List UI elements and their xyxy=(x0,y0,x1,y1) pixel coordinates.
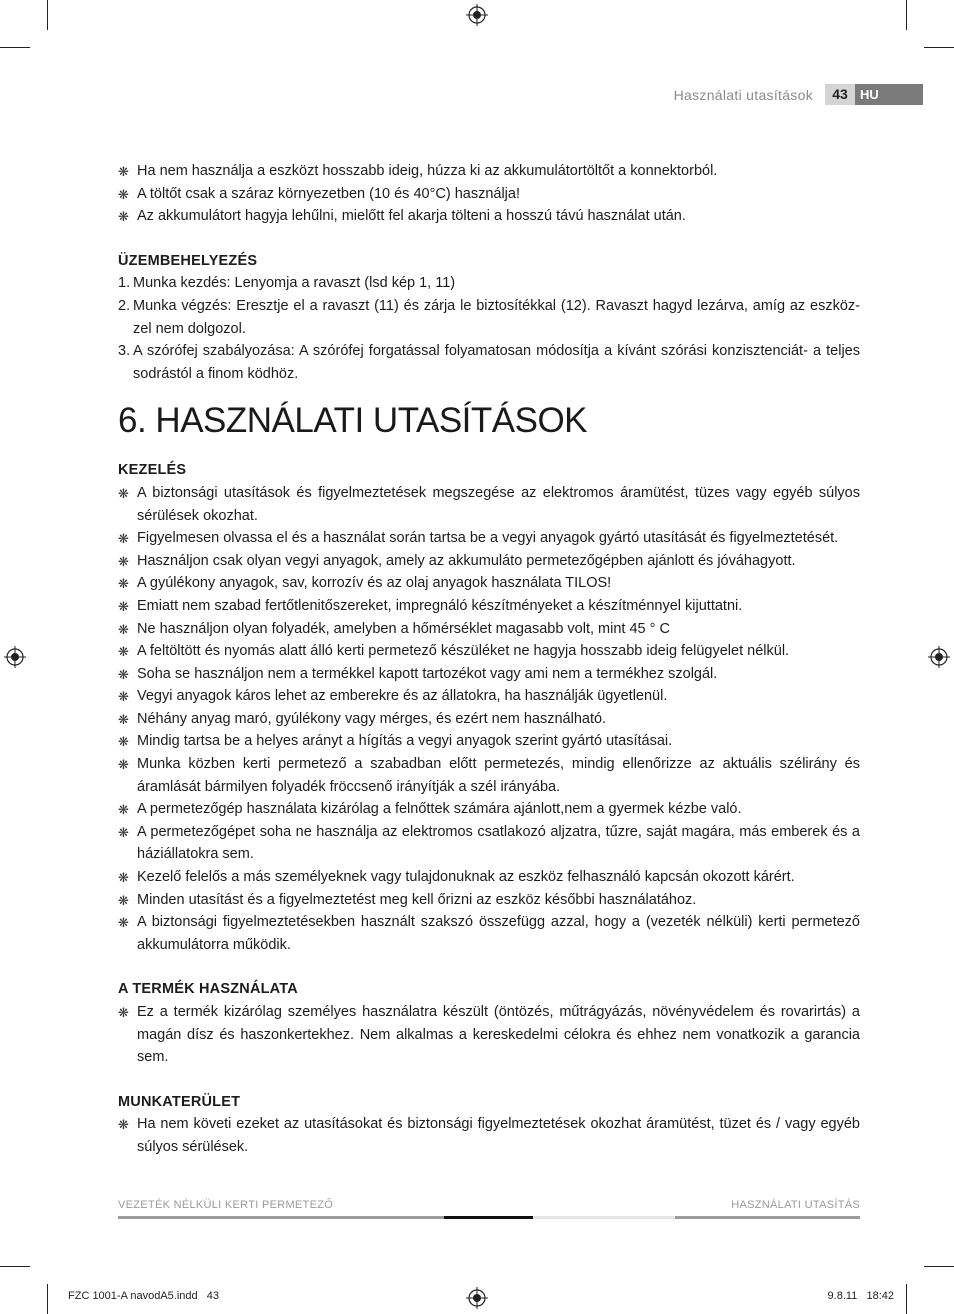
list-item: ❋ Ha nem használja a eszközt hosszabb ideig, húzza ki az akkumulátortöltőt a konnektorból. xyxy=(118,160,860,183)
list-item: ❋ Emiatt nem szabad fertőtlenitőszereket, impregnáló készítményeket a készítménnyel kijuttatni. xyxy=(118,595,860,618)
list-item: ❋ Néhány anyag maró, gyúlékony vagy mérges, és ezért nem használható. xyxy=(118,708,860,731)
list-item: ❋ Ha nem követi ezeket az utasításokat és biztonsági figyelmeztetések okozhat áramütést, tüzet és / vagy egyéb súlyos sérülések. xyxy=(118,1116,860,1155)
asterisk-flower-icon: ❋ xyxy=(118,1005,129,1020)
asterisk-flower-icon: ❋ xyxy=(118,915,129,931)
list-item: 1. Munka kezdés: Lenyomja a ravaszt (lsd kép 1, 11) xyxy=(118,275,456,292)
handling-heading: KEZELÉS xyxy=(118,462,187,479)
handling-bullet-list xyxy=(118,482,860,956)
asterisk-flower-icon: ❋ xyxy=(118,1117,129,1133)
list-item: ❋ A feltöltött és nyomás alatt álló kerti permetező készüléket ne hagyja hosszabb ideig felügyelet nélkül. xyxy=(118,640,860,663)
asterisk-flower-icon: ❋ xyxy=(118,553,129,569)
list-item: ❋ A töltőt csak a száraz környezetben (10 és 40°C) használja! xyxy=(118,183,860,206)
crop-mark xyxy=(47,1284,48,1314)
list-item: ❋ A permetezőgép használata kizárólag a felnőttek számára ajánlott,nem a gyermek kézbe való. xyxy=(118,798,860,821)
asterisk-flower-icon: ❋ xyxy=(118,892,129,908)
asterisk-flower-icon: ❋ xyxy=(118,689,129,705)
crop-mark xyxy=(906,0,907,30)
page-number: 43 xyxy=(825,84,855,105)
page-content xyxy=(118,160,860,1159)
footer-bar xyxy=(118,1216,444,1219)
list-item: ❋ Ne használjon olyan folyadék, amelyben a hőmérséklet magasabb volt, mint 45 ° C xyxy=(118,618,860,641)
work-area-heading: MUNKATERÜLET xyxy=(118,1093,241,1110)
crop-mark xyxy=(924,47,954,48)
setup-steps xyxy=(118,272,860,385)
list-item: ❋ Minden utasítást és a figyelmeztetést meg kell őrizni az eszköz későbbi használatához. xyxy=(118,889,860,912)
crop-mark xyxy=(924,1266,954,1267)
asterisk-flower-icon: ❋ xyxy=(118,824,129,840)
language-tab: HU xyxy=(855,84,923,105)
asterisk-flower-icon: ❋ xyxy=(118,757,129,773)
registration-mark-icon xyxy=(466,4,488,26)
work-area-bullet-list xyxy=(118,1113,860,1158)
product-use-bullet-list xyxy=(118,1001,860,1069)
registration-mark-icon xyxy=(4,646,26,668)
asterisk-flower-icon: ❋ xyxy=(118,531,129,547)
asterisk-flower-icon: ❋ xyxy=(118,621,129,637)
asterisk-flower-icon: ❋ xyxy=(118,209,129,225)
asterisk-flower-icon: ❋ xyxy=(118,802,129,818)
product-use-heading: A TERMÉK HASZNÁLATA xyxy=(118,981,298,998)
footer-section-name: HASZNÁLATI UTASÍTÁS xyxy=(731,1199,860,1211)
asterisk-flower-icon: ❋ xyxy=(118,666,129,682)
list-item: ❋ Munka közben kerti permetező a szabadban előtt permetezés, mindig ellenőrizze az aktuális szélirány és áramlását bármilyen folyadék fröccsenő irányítják a szél irányába. xyxy=(118,756,860,795)
list-item: ❋ Kezelő felelős a más személyeknek vagy tulajdonuknak az eszköz felhasználó kapcsán okozott kárért. xyxy=(118,866,860,889)
list-item: ❋ A biztonsági utasítások és figyelmeztetések megszegése az elektromos áramütést, tüzes vagy egyéb súlyos sérülések okozhat. xyxy=(118,484,860,524)
asterisk-flower-icon: ❋ xyxy=(118,576,129,592)
crop-mark xyxy=(0,1266,30,1267)
list-item: ❋ Mindig tartsa be a helyes arányt a hígítás a vegyi anyagok szerint gyártó utasításai. xyxy=(118,730,860,753)
list-item: ❋ A permetezőgépet soha ne használja az elektromos csatlakozó aljzatra, tűzre, saját magára, más emberek és a háziállatokra sem. xyxy=(118,823,860,863)
asterisk-flower-icon: ❋ xyxy=(118,711,129,727)
asterisk-flower-icon: ❋ xyxy=(118,485,129,501)
list-item: ❋ Használjon csak olyan vegyi anyagok, amely az akkumuláto permetezőgépben ajánlott és jóváhagyott. xyxy=(118,550,860,573)
list-item: 2. Munka végzés: Eresztje el a ravaszt (11) és zárja le biztosítékkal (12). Ravaszt hagyd lezárva, amíg az eszköz-zel nem dolgozol. xyxy=(118,297,860,337)
list-item: ❋ Ez a termék kizárólag személyes használatra készült (öntözés, műtrágyázás, növényvédelem és rovarirtás) a magán dísz és haszonkertekhez. Nem alkalmas a kereskedelmi célokra és ehhez nem vonatkozik a garancia sem. xyxy=(118,1004,860,1066)
asterisk-flower-icon: ❋ xyxy=(118,644,129,660)
list-item: ❋ Figyelmesen olvassa el és a használat során tartsa be a vegyi anyagok gyártó utasítását és figyelmeztetését. xyxy=(118,527,860,550)
footer-bar xyxy=(444,1216,533,1219)
asterisk-flower-icon: ❋ xyxy=(118,598,129,614)
asterisk-flower-icon: ❋ xyxy=(118,186,129,202)
registration-mark-icon xyxy=(466,1287,488,1309)
registration-mark-icon xyxy=(928,646,950,668)
asterisk-flower-icon: ❋ xyxy=(118,164,129,179)
list-item: 3. A szórófej szabályozása: A szórófej forgatással folyamatosan módosítja a kívánt szórási konzisztenciát- a teljes sodrástól a finom ködhöz. xyxy=(118,343,860,382)
list-item: ❋ A gyúlékony anyagok, sav, korrozív és az olaj anyagok használata TILOS! xyxy=(118,572,860,595)
list-item: ❋ A biztonsági figyelmeztetésekben használt szakszó összefügg azzal, hogy a (vezeték nélküli) kerti permetező akkumulátorra működik. xyxy=(118,914,860,953)
list-item: ❋ Soha se használjon nem a termékkel kapott tartozékot vagy ami nem a termékhez szolgál. xyxy=(118,663,860,686)
footer-bar xyxy=(533,1216,675,1219)
print-slug-file: FZC 1001-A navodA5.indd 43 xyxy=(68,1290,220,1302)
crop-mark xyxy=(0,47,30,48)
asterisk-flower-icon: ❋ xyxy=(118,734,129,750)
list-item: ❋ Vegyi anyagok káros lehet az emberekre és az állatokra, ha használják ügyetlenül. xyxy=(118,685,860,708)
crop-mark xyxy=(906,1284,907,1314)
crop-mark xyxy=(47,0,48,30)
intro-bullet-list xyxy=(118,160,860,228)
print-slug-date: 9.8.11 18:42 xyxy=(827,1290,894,1302)
list-item: ❋ Az akkumulátort hagyja lehűlni, mielőtt fel akarja tölteni a hosszú távú használat után. xyxy=(118,205,860,228)
header-section-label: Használati utasítások xyxy=(673,87,813,103)
footer-product-name: VEZETÉK NÉLKÜLI KERTI PERMETEZŐ xyxy=(118,1199,334,1211)
setup-heading: ÜZEMBEHELYEZÉS xyxy=(118,252,258,269)
footer-bar xyxy=(675,1216,860,1219)
asterisk-flower-icon: ❋ xyxy=(118,870,129,886)
chapter-title: 6. HASZNÁLATI UTASÍTÁSOK xyxy=(118,401,588,441)
